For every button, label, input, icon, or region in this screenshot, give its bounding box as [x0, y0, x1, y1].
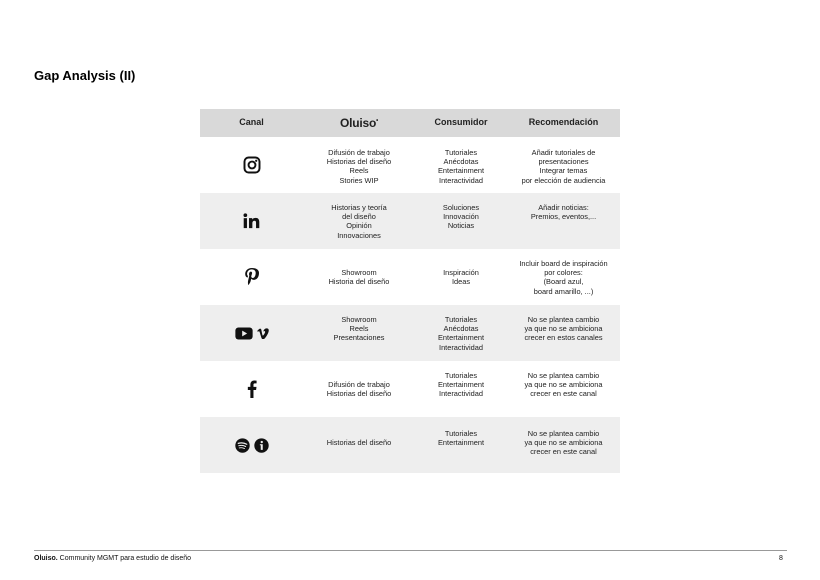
oluiso-line: Historias del diseño — [326, 438, 392, 447]
recomendacion-line: ya que no se ambiciona — [524, 324, 603, 334]
oluiso-cell — [303, 193, 415, 240]
instagram-icon — [243, 156, 261, 174]
oluiso-line: Difusión de trabajo — [328, 148, 390, 157]
oluiso-cell — [303, 249, 415, 286]
recomendacion-line: por elección de audiencia — [521, 175, 606, 185]
consumidor-line: Soluciones — [442, 203, 480, 212]
consumidor-line: Inspiración — [443, 268, 479, 277]
facebook-icon — [247, 380, 257, 398]
youtube-icon — [235, 327, 253, 340]
consumidor-line: Entertainment — [437, 333, 484, 343]
recomendacion-cell — [507, 417, 620, 457]
consumidor-line: Anécdotas — [443, 324, 479, 334]
footer-brand: Oluiso. — [34, 555, 58, 562]
table-row — [200, 361, 620, 417]
oluiso-cell — [303, 417, 415, 447]
recomendacion-line: No se plantea cambio — [527, 371, 600, 380]
recomendacion-line: board amarillo, ...) — [533, 286, 594, 296]
oluiso-line: Reels — [349, 166, 369, 176]
recomendacion-line: Incluir board de inspiración — [519, 259, 608, 268]
consumidor-line: Entertainment — [437, 438, 484, 448]
recomendacion-cell — [507, 137, 620, 185]
consumidor-line: Tutoriales — [444, 429, 478, 438]
footer-divider — [34, 550, 787, 551]
recomendacion-line: ya que no se ambiciona — [524, 380, 603, 390]
header-recomendacion: Recomendación — [528, 117, 599, 128]
consumidor-line: Interactividad — [439, 175, 483, 185]
oluiso-cell — [303, 305, 415, 343]
oluiso-line: Historias del diseño — [326, 389, 392, 399]
header-brand-name: Oluiso — [339, 116, 377, 131]
consumidor-line: Innovación — [443, 212, 479, 222]
oluiso-cell — [303, 361, 415, 398]
spotify-ivoox-icons — [235, 438, 269, 453]
header-brand — [303, 116, 415, 131]
oluiso-line: Stories WIP — [339, 175, 379, 185]
recomendacion-line: presentaciones — [538, 157, 589, 167]
channel-cell — [200, 249, 303, 305]
oluiso-line: Showroom — [341, 315, 377, 324]
footer-description: Community MGMT para estudio de diseño — [57, 555, 192, 562]
recomendacion-cell — [507, 361, 620, 399]
recomendacion-cell — [507, 193, 620, 221]
consumidor-cell — [415, 305, 507, 352]
consumidor-cell — [415, 193, 507, 231]
vimeo-icon — [257, 328, 269, 339]
consumidor-cell — [415, 249, 507, 286]
consumidor-line: Noticias — [447, 221, 475, 231]
header-canal: Canal — [239, 117, 264, 128]
recomendacion-line: Premios, eventos,... — [530, 212, 597, 222]
channel-cell — [200, 193, 303, 249]
table-row — [200, 137, 620, 193]
consumidor-line: Tutoriales — [444, 148, 478, 157]
header-brand-mark: • — [376, 118, 379, 125]
consumidor-cell — [415, 137, 507, 185]
recomendacion-line: Añadir noticias: — [538, 203, 589, 212]
oluiso-line: Opinión — [346, 221, 372, 231]
consumidor-line: Tutoriales — [444, 371, 478, 380]
recomendacion-line: crecer en este canal — [530, 389, 597, 399]
table-row — [200, 249, 620, 305]
linkedin-icon — [243, 213, 260, 229]
oluiso-line: Historia del diseño — [328, 277, 390, 287]
recomendacion-line: crecer en estos canales — [524, 333, 603, 343]
channel-cell — [200, 417, 303, 473]
footer-text — [34, 555, 191, 562]
oluiso-line: Difusión de trabajo — [328, 380, 390, 389]
header-consumidor: Consumidor — [434, 117, 488, 128]
table-row — [200, 305, 620, 361]
consumidor-line: Tutoriales — [444, 315, 478, 324]
table-row — [200, 417, 620, 473]
oluiso-line: Reels — [349, 324, 369, 334]
consumidor-cell — [415, 361, 507, 399]
consumidor-line: Interactividad — [439, 342, 483, 352]
recomendacion-line: Integrar temas — [539, 166, 588, 176]
consumidor-line: Ideas — [451, 277, 471, 287]
spotify-icon — [235, 438, 250, 453]
page-title: Gap Analysis (II) — [34, 68, 136, 83]
table-row — [200, 193, 620, 249]
gap-analysis-table — [200, 109, 620, 473]
recomendacion-line: ya que no se ambiciona — [524, 438, 603, 448]
recomendacion-cell — [507, 305, 620, 343]
recomendacion-line: Añadir tutoriales de — [531, 148, 596, 157]
ivoox-icon — [254, 438, 269, 453]
recomendacion-line: por colores: — [544, 268, 583, 278]
table-header-row — [200, 109, 620, 137]
oluiso-line: Showroom — [341, 268, 377, 277]
recomendacion-line: crecer en este canal — [530, 447, 597, 457]
oluiso-cell — [303, 137, 415, 185]
recomendacion-line: (Board azul, — [543, 277, 584, 287]
youtube-vimeo-icons — [235, 327, 269, 340]
oluiso-line: Presentaciones — [333, 333, 385, 343]
page-number: 8 — [779, 555, 783, 562]
oluiso-line: Historias del diseño — [326, 157, 392, 167]
channel-cell — [200, 137, 303, 193]
oluiso-line: Innovaciones — [337, 230, 381, 240]
consumidor-cell — [415, 417, 507, 447]
pinterest-icon — [244, 267, 259, 287]
channel-cell — [200, 361, 303, 417]
consumidor-line: Anécdotas — [443, 157, 479, 167]
consumidor-line: Interactividad — [439, 389, 483, 399]
recomendacion-line: No se plantea cambio — [527, 315, 600, 324]
oluiso-line: Historias y teoría — [331, 203, 387, 212]
recomendacion-line: No se plantea cambio — [527, 429, 600, 438]
consumidor-line: Entertainment — [437, 166, 484, 176]
recomendacion-cell — [507, 249, 620, 296]
consumidor-line: Entertainment — [437, 380, 484, 390]
oluiso-line: del diseño — [342, 212, 376, 222]
channel-cell — [200, 305, 303, 361]
